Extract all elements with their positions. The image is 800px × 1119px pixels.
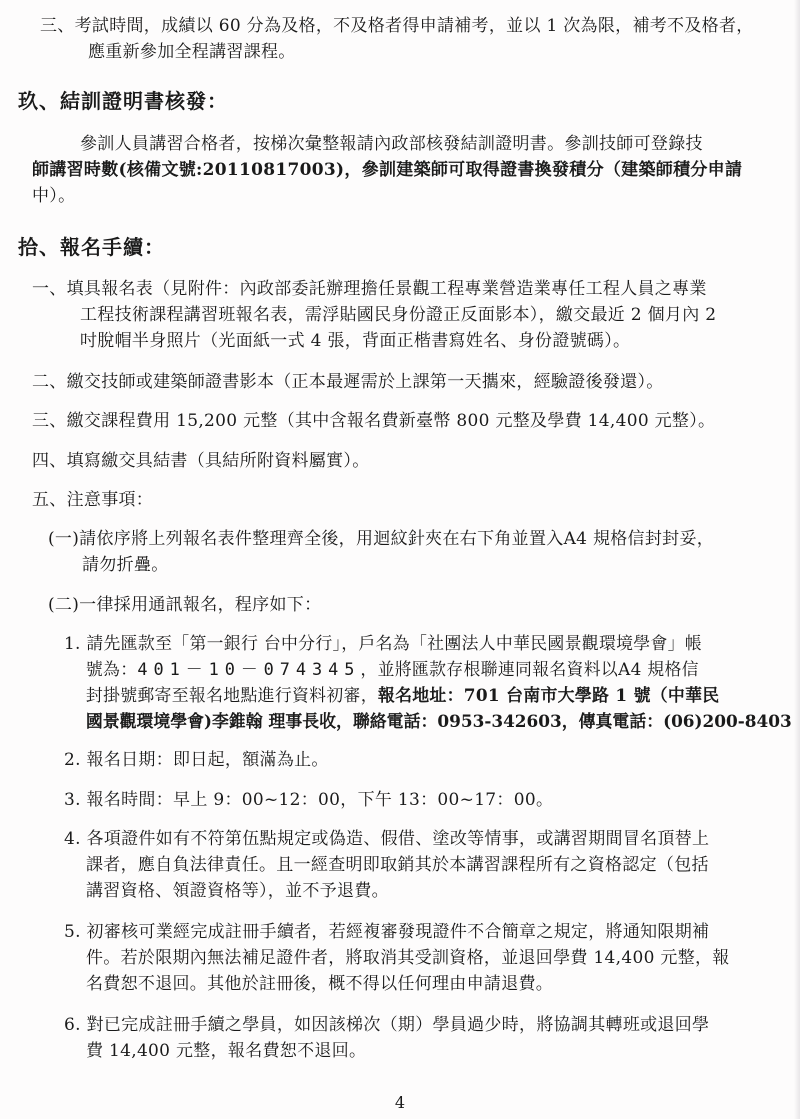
text-segment: 號為： <box>85 660 138 680</box>
text-segment: 封掛號郵寄至報名地點進行資料初審， <box>85 686 378 706</box>
text-segment: ，並將匯款存根聯連同報名資料以A4 規格信 <box>360 660 699 680</box>
text-line: 5. 初審核可業經完成註冊手續者，若經複審發現證件不合簡章之規定，將通知限期補 <box>64 922 710 942</box>
procedure-step-6 <box>64 1012 709 1064</box>
procedure-step-5 <box>64 919 730 997</box>
registration-item-2: 二、繳交技師或建築師證書影本（正本最遲需於上課第一天攜來，經驗證後發還）。 <box>32 372 664 392</box>
text-line <box>64 657 792 683</box>
text-line: 名費恕不退回。其他於註冊後，概不得以任何理由申請退費。 <box>86 974 554 994</box>
procedure-step-1 <box>64 631 792 735</box>
text-line: 中）。 <box>32 186 76 206</box>
certificate-paragraph <box>32 131 742 209</box>
text-line: 應重新參加全程講習課程。 <box>88 42 296 62</box>
page-number: 4 <box>394 1093 406 1112</box>
note-1 <box>48 526 714 578</box>
text-line: 師講習時數(核備文號:20110817003)，參訓建築師可取得證書換發積分（建築師積分申請 <box>32 160 743 180</box>
section-heading-registration: 拾、報名手續： <box>18 235 165 259</box>
text-line: 課者，應自負法律責任。且一經查明即取銷其於本講習課程所有之資格認定（包括 <box>86 855 709 875</box>
contact-line: 國景觀環境學會)李錐翰 理事長收，聯絡電話：0953-342603，傳真電話：(06)200-8403 <box>85 712 792 732</box>
text-line: 費 14,400 元整，報名費恕不退回。 <box>86 1041 367 1061</box>
text-line: 參訓人員講習合格者，按梯次彙整報請內政部核發結訓證明書。參訓技師可登錄技 <box>80 134 703 154</box>
text-line: 1. 請先匯款至「第一銀行 台中分行」，戶名為「社團法人中華民國景觀環境學會」帳 <box>64 634 703 654</box>
registration-item-3: 三、繳交課程費用 15,200 元整（其中含報名費新臺幣 800 元整及學費 14,400 元整）。 <box>32 411 716 431</box>
text-line: 一、填具報名表（見附件：內政部委託辦理擔任景觀工程專業營造業專任工程人員之專業 <box>32 279 707 299</box>
section-heading-certificate: 玖、結訓證明書核發： <box>18 89 228 113</box>
text-line: 工程技術課程講習班報名表，需浮貼國民身份證正反面影本），繳交最近 2 個月內 2 <box>80 305 717 325</box>
note-2: (二)一律採用通訊報名，程序如下： <box>48 595 322 615</box>
procedure-step-3: 3. 報名時間：早上 9：00~12：00，下午 13：00~17：00。 <box>64 790 554 810</box>
exam-time-item <box>40 13 754 65</box>
text-line: 4. 各項證件如有不符第伍點規定或偽造、假借、塗改等情事，或講習期間冒名頂替上 <box>64 829 710 849</box>
registration-item-4: 四、填寫繳交具結書（具結所附資料屬實）。 <box>32 451 370 471</box>
procedure-step-2: 2. 報名日期：即日起，額滿為止。 <box>64 750 329 770</box>
page-edge-shadow <box>794 0 800 1119</box>
text-line: 請勿折疊。 <box>82 555 169 575</box>
address-text: 報名地址：701 台南市大學路 1 號（中華民 <box>377 686 720 706</box>
procedure-step-4 <box>64 826 709 904</box>
registration-item-5: 五、注意事項： <box>32 490 154 510</box>
text-line: 件。若於限期內無法補足證件者，將取消其受訓資格，並退回學費 14,400 元整，報 <box>86 948 730 968</box>
text-line: 三、考試時間，成績以 60 分為及格，不及格者得申請補考，並以 1 次為限，補考不及格者， <box>40 16 754 36</box>
registration-item-1 <box>32 276 716 354</box>
text-line: 6. 對已完成註冊手續之學員，如因該梯次（期）學員過少時，將協調其轉班或退回學 <box>64 1015 710 1035</box>
text-line: 吋脫帽半身照片（光面紙一式 4 張，背面正楷書寫姓名、身份證號碼）。 <box>80 331 631 351</box>
text-line: 講習資格、領證資格等），並不予退費。 <box>86 881 389 901</box>
text-line: (一)請依序將上列報名表件整理齊全後，用迴紋針夾在右下角並置入A4 規格信封封妥， <box>48 529 715 549</box>
text-line <box>64 683 792 709</box>
bank-account-number: 401－10－074345 <box>137 660 361 680</box>
